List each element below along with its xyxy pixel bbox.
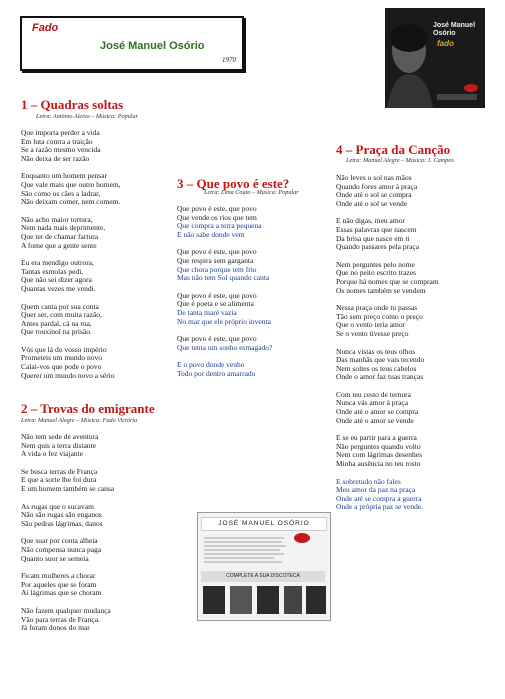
lyric-line: Que suar por conta alheia (21, 536, 98, 546)
record-thumb (230, 586, 252, 614)
lyric-line: Que ter de chamar fartura (21, 231, 99, 241)
lyric-line: Ai lágrimas que se choram (21, 588, 102, 598)
cover-artist-text: José Manuel Osório (433, 22, 476, 37)
lyric-line: Não perguntes quando volto (336, 441, 421, 451)
lyric-line: Que compra a terra pequena (177, 221, 262, 231)
lyric-line: Se a razão mesmo vencida (21, 145, 101, 155)
back-cover-banner: COMPLETE A SUA DISCOTECA (201, 571, 325, 582)
lyric-line: Quer ser, com muita razão, (21, 310, 102, 320)
lyric-line: Essas palavras que nascem (336, 224, 417, 234)
lyric-line: Nunca vás amor à praça (336, 398, 409, 408)
lyric-line: Os nomes também se vendem (336, 285, 426, 295)
lyric-line: As rugas que o sucavam (21, 501, 94, 511)
lyric-line: E o povo donde venho (177, 360, 245, 370)
lyric-line: Já foram donos do mar (21, 623, 90, 633)
lyric-line: Enquanto um homem pensar (21, 171, 108, 181)
song-1-credits: Letra: António Aleixo – Música: Popular (36, 113, 139, 120)
lyric-line: Não fazem qualquer mudança (21, 605, 111, 615)
lyric-line: No mar que ele próprio inventa (177, 316, 271, 326)
lyric-line: Vão para terras de França. (21, 614, 100, 624)
song-3-credits: Letra: Lima Couto – Música: Popular (204, 189, 299, 196)
lyric-line: Que respira sem garganta (177, 255, 254, 265)
lyric-line: Que chora porque tem frio (177, 264, 257, 274)
artist-name: José Manuel Osório (100, 40, 205, 52)
album-year: 1970 (222, 56, 236, 64)
lyric-line: Minha ausência no teu rosto (336, 459, 421, 469)
cover-fado-text: fado (437, 39, 454, 48)
song-3-title: 3 – Que povo é este? (177, 176, 290, 191)
lyric-line: Porque há nomes que se compram (336, 276, 439, 286)
lyric-line: Nem com lágrimas desenhes (336, 450, 423, 460)
lyric-line: Quantas vezes me vendi. (21, 283, 96, 293)
lyric-line: Quanto suor se semeia (21, 553, 89, 563)
song-1-lyrics (21, 129, 121, 380)
lyric-line: Onde a própria paz se vende. (336, 502, 424, 512)
lyric-line: E se eu partir para a guerra (336, 433, 417, 443)
lyric-line: Nem soltes os teus cabelos (336, 363, 417, 373)
lyric-line: Em luta contra a traição (21, 136, 93, 146)
lyric-line: Não acho maior tortura, (21, 214, 93, 224)
lyric-line: Todo por dentro amarrado (177, 368, 256, 378)
song-3-lyrics (177, 205, 272, 379)
lyric-line: Que povo é este, que povo (177, 247, 257, 257)
lyric-line: Da brisa que nasce em ti (336, 233, 410, 243)
lyric-line: Nem perguntes pelo nome (336, 259, 415, 269)
lyric-line: Que importa perder a vida (21, 128, 100, 137)
lyric-line: Que não sei dizer agora (21, 275, 92, 285)
lyric-line: Que vale mais que outro homem, (21, 179, 121, 189)
lyric-line: Onde até o sol se compra (336, 190, 412, 200)
label-logo-icon (294, 533, 310, 543)
lyric-line: Com teu cesto de ternura (336, 389, 411, 399)
lyric-line: Prometeis um mundo novo (21, 353, 103, 363)
record-thumb (257, 586, 279, 614)
liner-notes-block (204, 535, 288, 567)
lyric-line: E não digas, meu amor (336, 216, 405, 226)
back-cover-artist: JOSÉ MANUEL OSÓRIO (201, 517, 327, 531)
lyric-line: Que tenta um sonho esmagado? (177, 342, 273, 352)
song-4-lyrics (336, 174, 439, 512)
lyric-line: Não compensa nunca paga (21, 544, 102, 554)
lyric-line: Antes pardal, cá na rua, (21, 318, 92, 328)
record-thumb (203, 586, 225, 614)
lyric-line: Onde até o amor se vende (336, 415, 414, 425)
lyric-line: Se busca terras de França (21, 466, 98, 476)
song-2-credits: Letra: Manuel Alegre – Música: Fado Victória (21, 417, 138, 424)
lyric-line: Ficam mulheres a chorar (21, 571, 96, 581)
lyric-line: Quando fores amor à praça (336, 181, 418, 191)
header-box (20, 16, 244, 71)
lyric-line: Que povo é este, que povo (177, 334, 257, 344)
lyric-line: Não são rugas são enganos (21, 510, 102, 520)
text-lines-illustration (204, 535, 288, 567)
song-2-title: 2 – Trovas do emigrante (21, 401, 155, 416)
song-1-title: 1 – Quadras soltas (21, 97, 124, 112)
lyric-line: Eu era mendigo outrora, (21, 258, 94, 268)
lyric-line: Nunca vistas os teus olhos (336, 346, 416, 356)
lyric-line: Quem canta por sua conta (21, 301, 99, 311)
lyric-line: São como os cães a ladrar, (21, 188, 101, 198)
lyric-line: Onde até o sol se vende (336, 198, 408, 208)
lyric-line: Onde até o amor se compra (336, 407, 419, 417)
lyric-line: Onde até se compra a guerra (336, 493, 422, 503)
lyric-line: Não leves o sol nas mãos (336, 173, 412, 182)
song-2-lyrics (21, 433, 114, 633)
lyric-line: Quando passares pela praça (336, 242, 420, 252)
lyric-line: E sobretudo não fales (336, 476, 401, 486)
lyric-line: Nessa praça onde tu passas (336, 303, 418, 313)
lyric-line: A vida o fez viajante (21, 449, 84, 459)
lyric-line: Calai-vos que pode o povo (21, 362, 102, 372)
lyric-line: Meu amor da paz na praça (336, 485, 416, 495)
lyric-line: Onde o amor faz tuas tranças (336, 372, 424, 382)
lyric-line: Não deixam comer, nem comem. (21, 197, 121, 207)
lyric-line: Se o vento tivesse preço (336, 328, 409, 338)
lyric-line: De tanta maré vazia (177, 307, 237, 317)
lyric-line: E um homem também se cansa (21, 483, 115, 493)
lyric-line: Querer um mundo novo a sério (21, 370, 115, 380)
lyric-line: Por aqueles que se foram (21, 579, 97, 589)
album-cover-front (385, 8, 485, 108)
lyric-line: Que vende os rios que tem (177, 212, 257, 222)
lyric-line: Vós que lá do vosso império (21, 344, 107, 354)
lyric-line: Que rouxinol na prisão. (21, 327, 92, 337)
lyric-line: Que no peito escrito trazes (336, 268, 416, 278)
song-4-title: 4 – Praça da Canção (336, 142, 451, 157)
lyric-line: E não sabe donde vem (177, 229, 245, 239)
lyric-line: Das manhãs que vais tecendo (336, 355, 425, 365)
lyric-line: Tão sem preço como o preço (336, 311, 423, 321)
song-4-credits: Letra: Manuel Alegre – Música: J. Campos (346, 157, 454, 164)
lyric-line: Que povo é este, que povo (177, 290, 257, 300)
lyric-line: Não deixa de ser razão (21, 153, 90, 163)
lyric-line: Não tem sede de aventura (21, 432, 99, 441)
lyric-line: E que a sorte lhe foi dura (21, 475, 97, 485)
lyric-line: Tantas esmolas pedi, (21, 266, 84, 276)
lyric-line: São pedras lágrimas, danos (21, 518, 103, 528)
album-cover-back (197, 512, 331, 621)
lyric-line: Que é poeta e se alimenta (177, 299, 254, 309)
lyric-line: Mas não tem Sol quando canta (177, 273, 270, 283)
lyric-line: Nem quis a terra distante (21, 440, 96, 450)
lyric-line: Nem nada mais deprimente, (21, 223, 106, 233)
lyric-line: Que povo é este, que povo (177, 204, 257, 213)
record-thumb (284, 586, 302, 614)
genre-label: Fado (32, 22, 59, 34)
lyric-line: Que o vento teria amor (336, 320, 406, 330)
lyric-line: A fome que a gente sente (21, 240, 97, 250)
record-thumb (306, 586, 326, 614)
